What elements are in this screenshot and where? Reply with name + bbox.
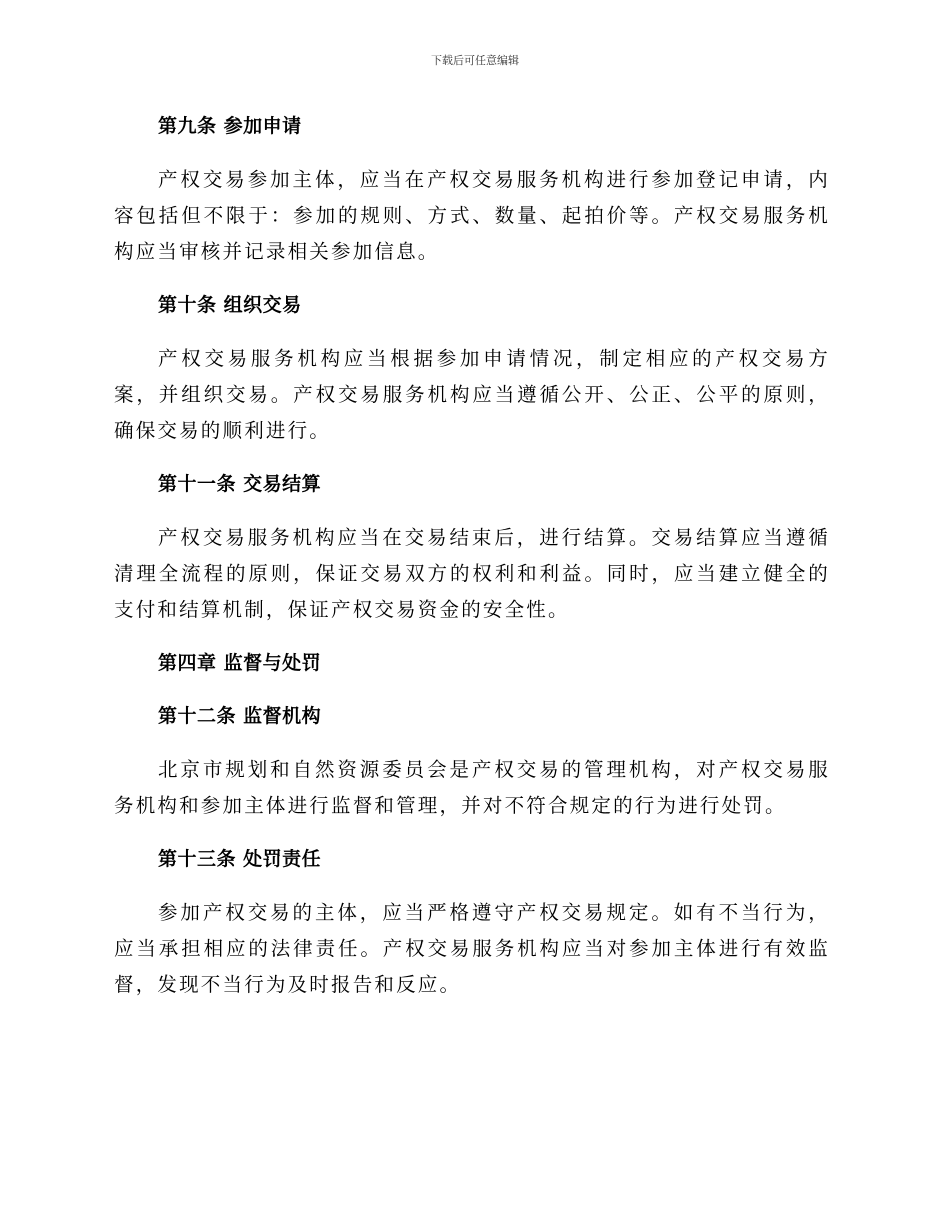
- article-10-heading: 第十条 组织交易: [158, 294, 302, 316]
- article-11-heading: 第十一条 交易结算: [158, 473, 322, 495]
- chapter-4-heading: 第四章 监督与处罚: [158, 652, 322, 674]
- article-9-heading: 第九条 参加申请: [158, 115, 302, 137]
- article-13-heading: 第十三条 处罚责任: [158, 848, 322, 870]
- article-12-heading: 第十二条 监督机构: [158, 705, 322, 727]
- page-header: 下载后可任意编辑: [431, 54, 519, 67]
- document-body: [114, 108, 830, 1003]
- article-11-paragraph: 产权交易服务机构应当在交易结束后，进行结算。交易结算应当遵循清理全流程的原则，保证交易双方的权利和利益。同时，应当建立健全的支付和结算机制，保证产权交易资金的安全性。: [114, 526, 830, 621]
- article-13-paragraph: 参加产权交易的主体，应当严格遵守产权交易规定。如有不当行为，应当承担相应的法律责任。产权交易服务机构应当对参加主体进行有效监督，发现不当行为及时报告和反应。: [114, 901, 830, 996]
- article-9-paragraph: 产权交易参加主体，应当在产权交易服务机构进行参加登记申请，内容包括但不限于：参加的规则、方式、数量、起拍价等。产权交易服务机构应当审核并记录相关参加信息。: [114, 168, 830, 263]
- article-10-paragraph: 产权交易服务机构应当根据参加申请情况，制定相应的产权交易方案，并组织交易。产权交易服务机构应当遵循公开、公正、公平的原则，确保交易的顺利进行。: [114, 347, 830, 442]
- article-12-paragraph: 北京市规划和自然资源委员会是产权交易的管理机构，对产权交易服务机构和参加主体进行监督和管理，并对不符合规定的行为进行处罚。: [114, 758, 830, 817]
